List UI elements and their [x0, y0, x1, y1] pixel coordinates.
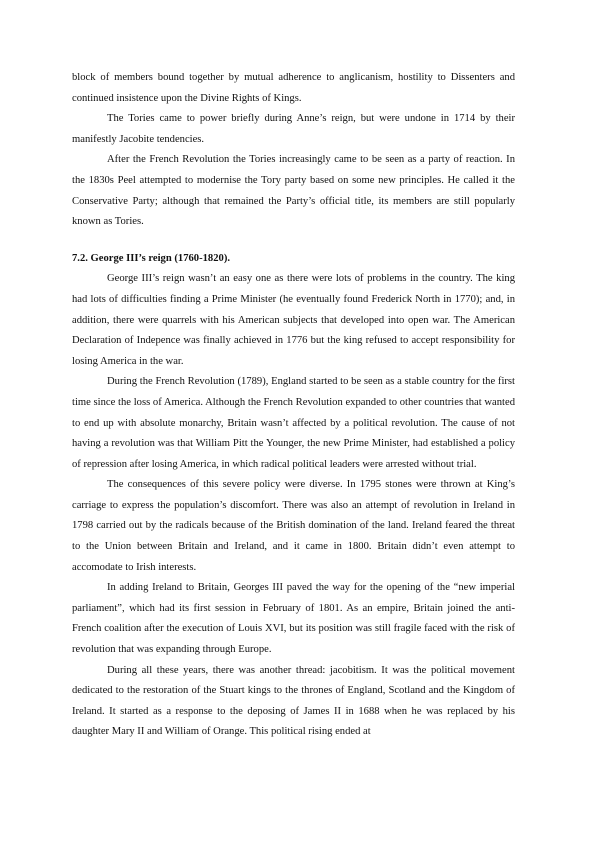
paragraph-anglican-bloc: block of members bound together by mutual adherence to anglicanism, hostility to Dissenters and continued insistence upon the Divine Rights of Kings.: [72, 72, 515, 104]
paragraph-french-revolution: During the French Revolution (1789), England started to be seen as a stable country for the first time since the loss of America. Although the French Revolution expanded to other countries that wanted to end up with absolute monarchy, Britain wasn’t affected by a political revolution. The cause of not having a revolution was that William Pitt the Younger, the new Prime Minister, had established a policy of repression after losing America, in which radical political leaders were arrested without trial.: [72, 376, 515, 470]
paragraph-jacobitism: During all these years, there was another thread: jacobitism. It was the political movement dedicated to the restoration of the Stuart kings to the thrones of England, Scotland and the Kingdom of Ireland. It started as a response to the deposing of James II in 1688 when he was replaced by his daughter Mary II and William of Orange. This political rising ended at: [72, 664, 515, 738]
paragraph-george-reign: George III’s reign wasn’t an easy one as there were lots of problems in the country. The king had lots of difficulties finding a Prime Minister (he eventually found Frederick North in 1770); and, in addition, there were quarrels with his American subjects that developed into open war. The American Declaration of Indepence was finally achieved in 1776 but the king refused to accept responsibility for losing America in the war.: [72, 273, 515, 367]
paragraph-tories-anne: The Tories came to power briefly during Anne’s reign, but were undone in 1714 by their manifestly Jacobite tendencies.: [72, 113, 515, 145]
paragraph-ireland: In adding Ireland to Britain, Georges III paved the way for the opening of the “new imperial parliament”, which had its first session in February of 1801. As an empire, Britain joined the anti-French coalition after the execution of Louis XVI, but its position was still fragile faced with the risk of revolution that was expanding through Europe.: [72, 582, 515, 656]
paragraph-conservative-party: After the French Revolution the Tories increasingly came to be seen as a party of reaction. In the 1830s Peel attempted to modernise the Tory party based on some new principles. He called it the Conservative Party; although that remained the Party’s official title, its members are still popularly known as Tories.: [72, 154, 515, 228]
section-heading: 7.2. George III’s reign (1760-1820).: [72, 252, 231, 264]
document-page: [72, 68, 515, 743]
paragraph-consequences: The consequences of this severe policy were diverse. In 1795 stones were thrown at King’s carriage to express the population’s discomfort. There was also an attempt of revolution in Ireland in 1798 carried out by the radicals because of the British domination of the land. Ireland feared the threat to the Union between Britain and Ireland, and it came in 1800. Britain didn’t even attempt to accomodate to Irish interests.: [72, 479, 515, 573]
